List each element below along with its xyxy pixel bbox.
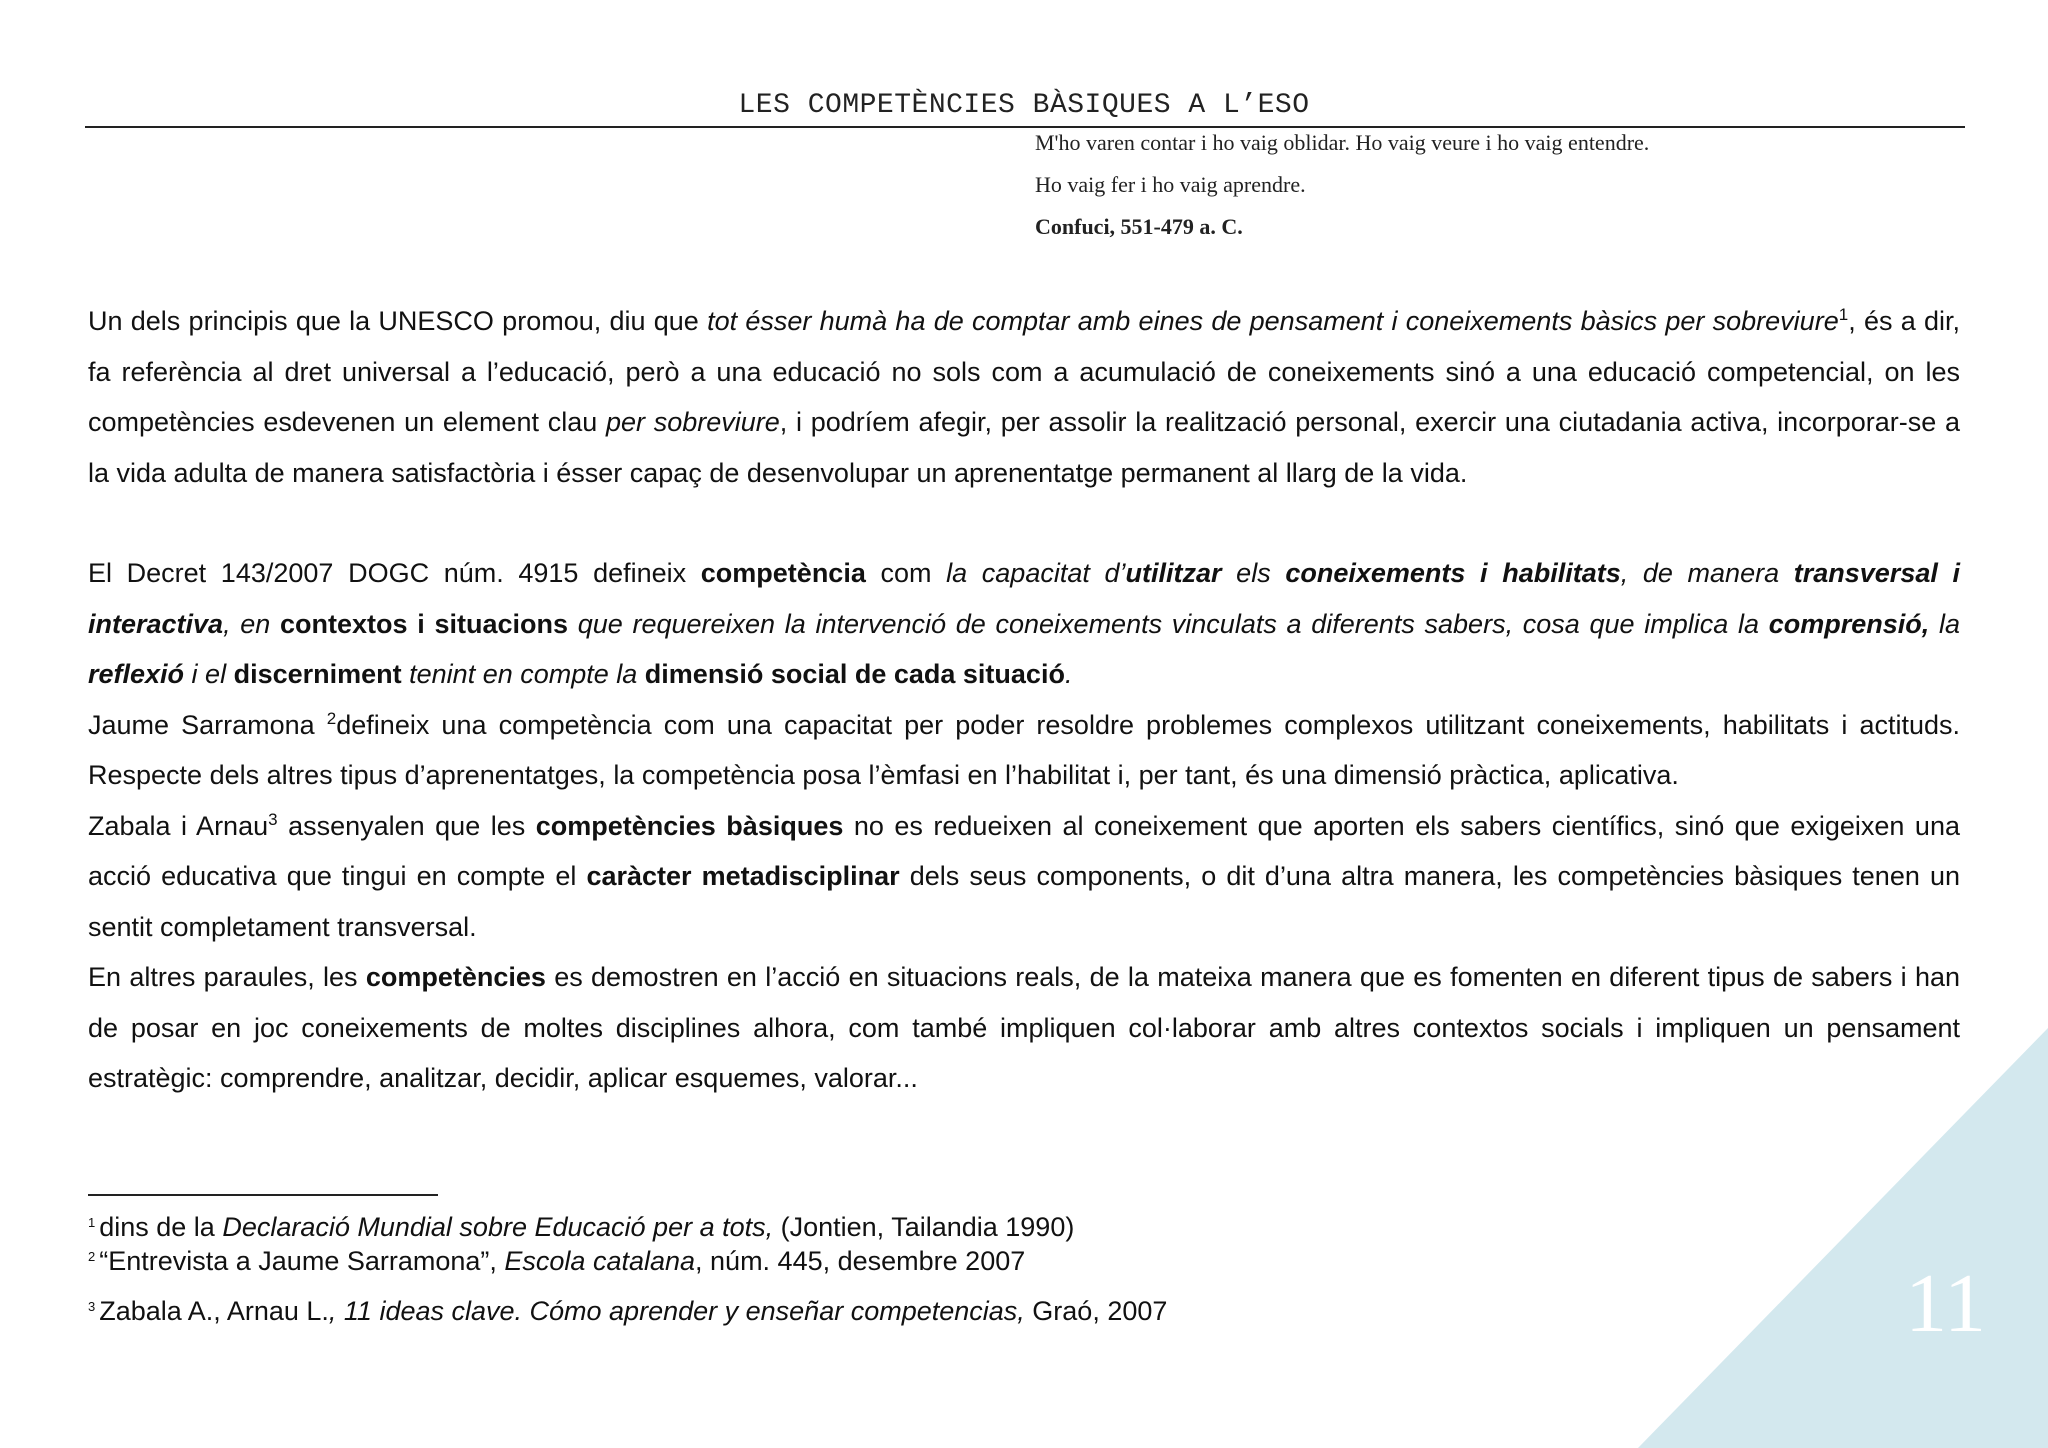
text-run: competència <box>700 558 866 588</box>
text-run: En altres paraules, les <box>88 962 366 992</box>
text-run: , en <box>223 608 281 639</box>
text-run: , núm. 445, desembre 2007 <box>695 1246 1026 1276</box>
text-run: . <box>1064 659 1073 689</box>
text-run: reflexió <box>88 659 185 689</box>
footnote-number: 3 <box>88 1299 96 1314</box>
epigraph <box>1035 130 1649 256</box>
paragraph-unesco <box>88 296 1960 498</box>
text-run: per sobreviure <box>605 407 780 437</box>
text-run: utilitzar <box>1125 558 1222 588</box>
paragraph-sarramona <box>88 700 1960 801</box>
footnote-1 <box>88 1210 1167 1244</box>
text-run: caràcter metadisciplinar <box>586 861 900 891</box>
text-run: dels seus components, o dit d’una altra manera, les competències bàsiques tenen un sentit completament transversal. <box>88 861 1960 942</box>
text-run: , de manera <box>1620 558 1794 588</box>
paragraph-decret <box>88 548 1960 700</box>
text-run: assenyalen que les <box>277 810 536 841</box>
text-run: i el <box>184 659 234 689</box>
text-run: Escola catalana <box>504 1246 696 1276</box>
footnote-rule <box>88 1194 438 1196</box>
text-run: , 11 ideas clave. Cómo aprender y enseñar competencias, <box>328 1296 1025 1326</box>
text-run: Graó, 2007 <box>1024 1296 1168 1326</box>
footnote-number: 1 <box>88 1215 96 1230</box>
footnote-number: 2 <box>88 1249 96 1264</box>
text-run: , és a dir, fa referència al dret universal a l’educació, però a una educació no sols com a acumulació de coneixements sinó a una educació competencial, on les competències esdevenen un element clau <box>88 306 1961 437</box>
paragraph-altres-paraules <box>88 952 1960 1104</box>
page-number: 11 <box>1905 1257 1986 1350</box>
epigraph-author: Confuci, 551-479 a. C. <box>1035 214 1243 239</box>
text-run: coneixements i habilitats <box>1285 558 1621 588</box>
text-run: Jaume Sarramona <box>88 709 327 740</box>
text-run: Zabala A., Arnau L. <box>99 1296 329 1326</box>
text-run: tenint en compte la <box>401 659 645 689</box>
running-header: LES COMPETÈNCIES BÀSIQUES A L’ESO <box>738 90 1310 121</box>
text-run: dimensió social de cada situació <box>644 659 1065 689</box>
text-run: es demostren en l’acció en situacions reals, de la mateixa manera que es fomenten en diferent tipus de sabers i han de posar en joc coneixements de moltes disciplines alhora, com també impliquen col·laborar amb altres contextos socials i impliquen un pensament estratègic: comprendre, analitzar, decidir, aplicar esquemes, valorar... <box>88 962 1960 1093</box>
text-run: contextos i situacions <box>280 608 569 639</box>
footnotes <box>88 1210 1167 1328</box>
text-run: no es redueixen al coneixement que aporten els sabers científics, sinó que exigeixen una acció educativa que tingui en compte el <box>88 810 1960 891</box>
text-run: com <box>865 558 947 588</box>
footnote-ref-1: 1 <box>1838 305 1849 324</box>
text-run: la capacitat d’ <box>946 558 1126 588</box>
text-run: “Entrevista a Jaume Sarramona”, <box>99 1246 505 1276</box>
text-run: discerniment <box>233 659 402 689</box>
paragraph-zabala <box>88 801 1960 953</box>
footnote-3 <box>88 1294 1167 1328</box>
text-run: , i podríem afegir, per assolir la realització personal, exercir una ciutadania activa, incorporar-se a la vida adulta de manera satisfactòria i ésser capaç de desenvolupar un aprenentatge permanent al llarg de la vida. <box>88 407 1960 488</box>
text-run: comprensió, <box>1768 608 1930 639</box>
text-run: Declaració Mundial sobre Educació per a tots, <box>222 1212 774 1242</box>
text-run: els <box>1221 558 1286 588</box>
text-run: (Jontien, Tailandia 1990) <box>773 1212 1075 1242</box>
epigraph-line-2: Ho vaig fer i ho vaig aprendre. <box>1035 172 1306 197</box>
text-run: competències bàsiques <box>535 810 844 841</box>
text-run: dins de la <box>99 1212 223 1242</box>
text-run: El Decret 143/2007 DOGC núm. 4915 defineix <box>88 558 701 588</box>
text-run: Zabala i Arnau <box>88 810 269 841</box>
text-run: la <box>1929 608 1960 639</box>
body-text <box>88 296 1960 1104</box>
text-run: que requereixen la intervenció de coneixements vinculats a diferents sabers, cosa que implica la <box>568 608 1769 639</box>
text-run: tot ésser humà ha de comptar amb eines de pensament i coneixements bàsics per sobreviure <box>707 306 1839 336</box>
footnote-ref-2: 2 <box>326 708 337 728</box>
text-run: Un dels principis que la UNESCO promou, diu que <box>88 306 708 336</box>
footnote-2 <box>88 1244 1167 1278</box>
text-run: defineix una competència com una capacitat per poder resoldre problemes complexos utilitzant coneixements, habilitats i actituds. Respecte dels altres tipus d’aprenentatges, la competència posa l’èmfasi en l’habilitat i, per tant, és una dimensió pràctica, aplicativa. <box>88 709 1960 790</box>
text-run: transversal i interactiva <box>88 558 1960 639</box>
epigraph-line-1: M'ho varen contar i ho vaig oblidar. Ho vaig veure i ho vaig entendre. <box>1035 130 1650 155</box>
header-rule <box>85 126 1965 128</box>
text-run: competències <box>365 962 546 992</box>
footnote-ref-3: 3 <box>268 809 278 829</box>
